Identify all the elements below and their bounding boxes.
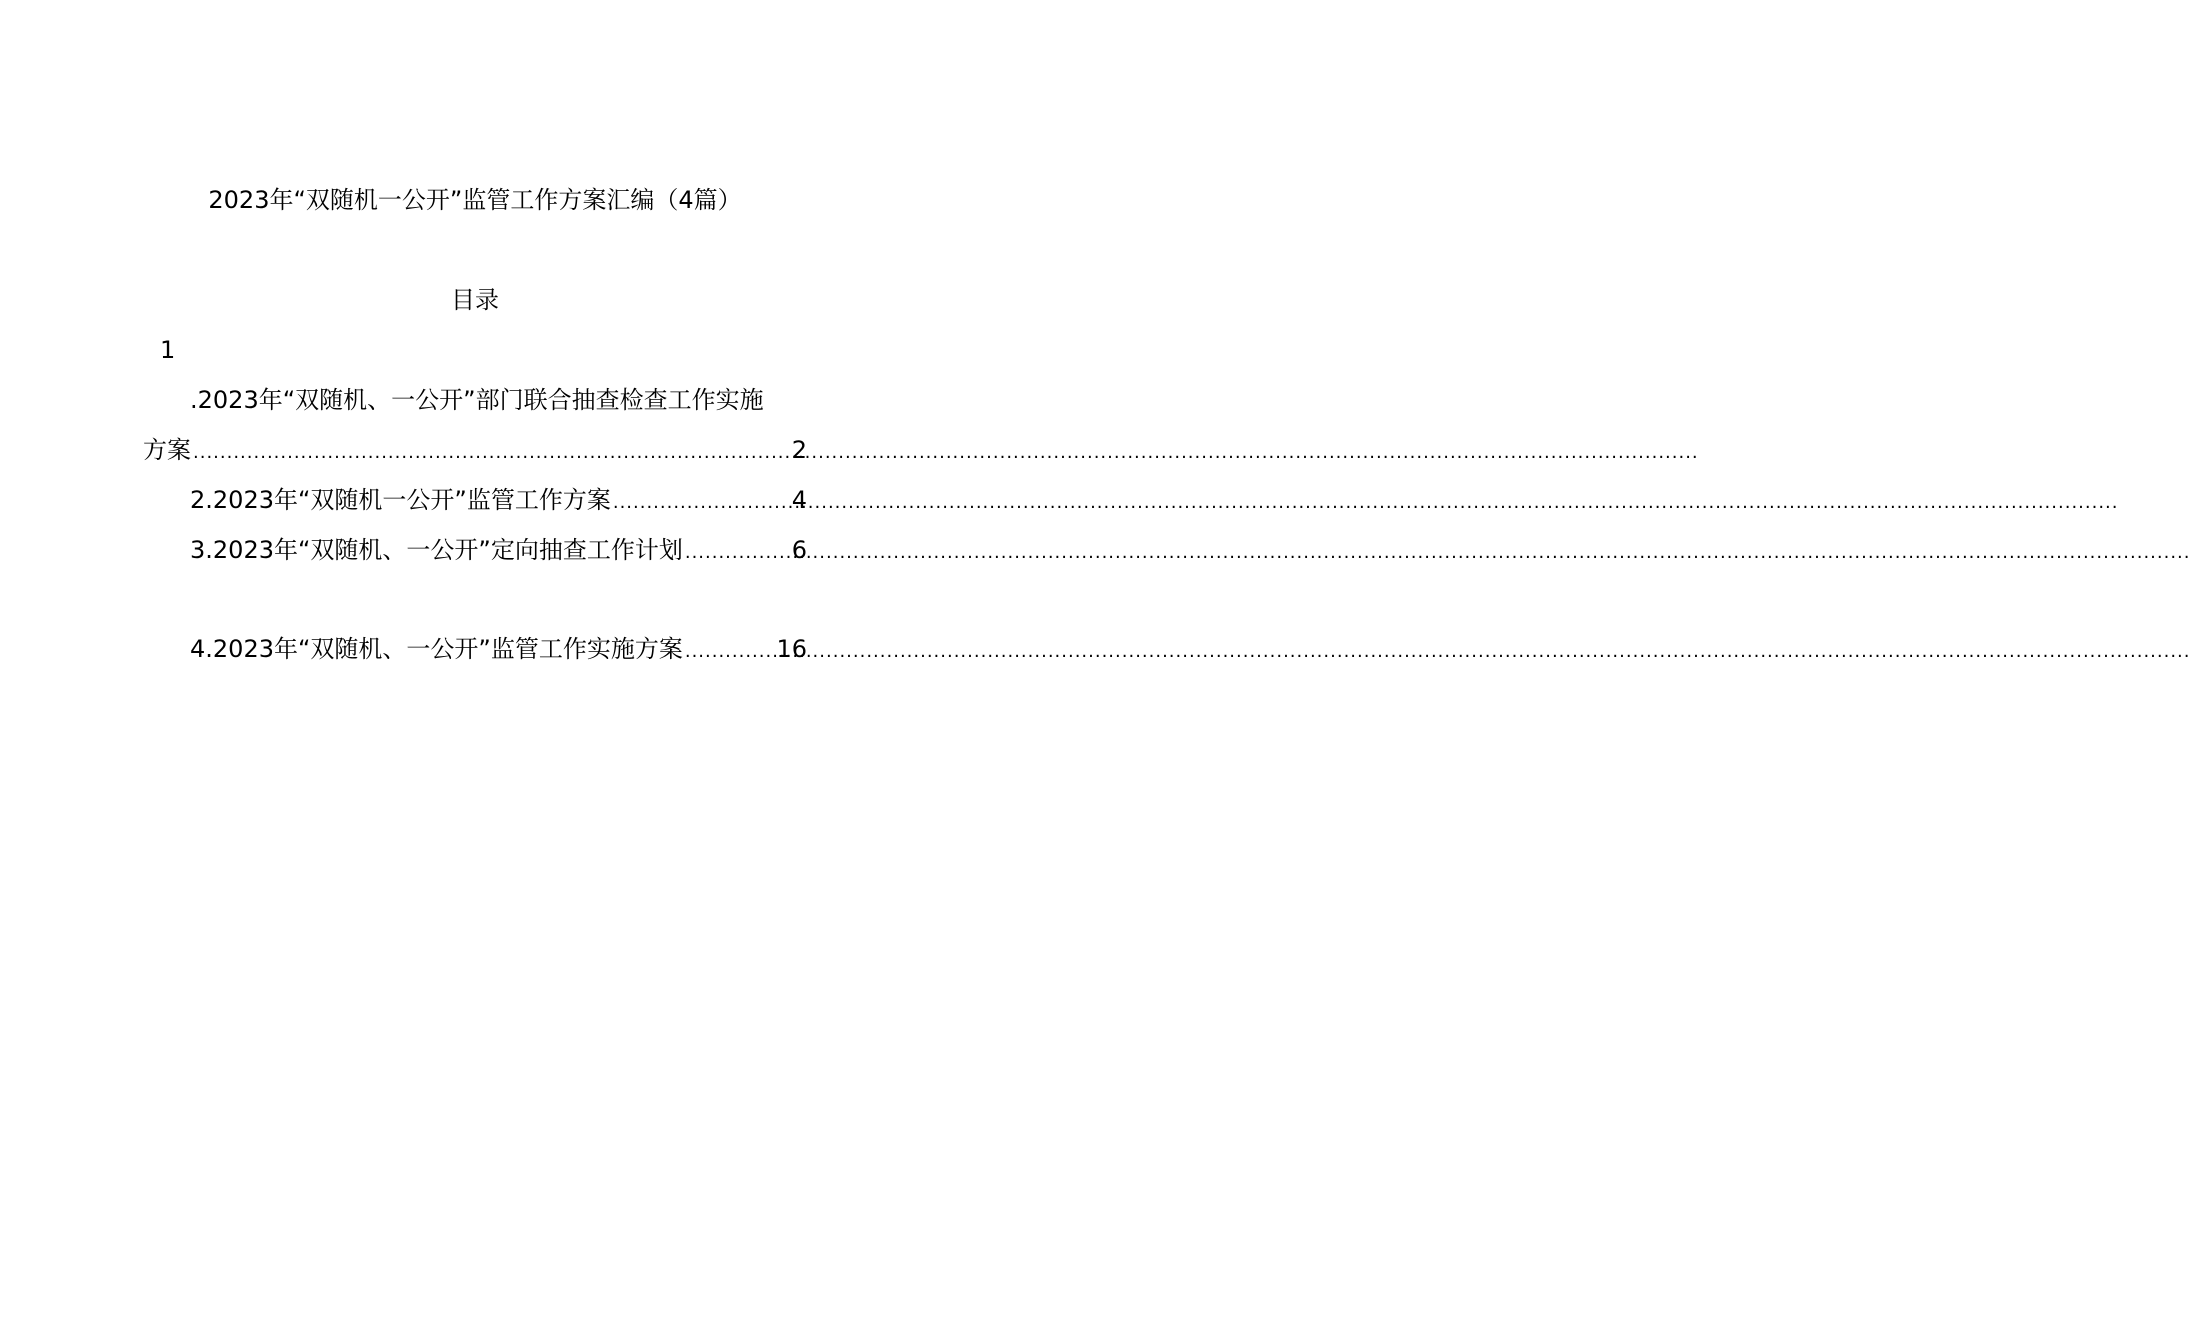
stray-number: 1 [160,336,176,364]
dot-leader [683,635,777,669]
toc-entry-page-number: 4 [791,486,807,514]
toc-entry-label: 3.2023年“双随机、一公开”定向抽查工作计划 [190,536,683,564]
toc-entry-page-number: 6 [791,536,807,564]
toc-entry-label: 方案 [143,436,191,464]
toc-heading: 目录 [451,286,499,314]
toc-entry-1-line-1[interactable]: .2023年“双随机、一公开”部门联合抽查检查工作实施 [190,386,764,414]
toc-entry-label: 4.2023年“双随机、一公开”监管工作实施方案 [190,635,683,663]
dot-leader [611,486,792,520]
toc-entry-page-number: 2 [791,436,807,464]
toc-entry-label: 2.2023年“双随机一公开”监管工作方案 [190,486,611,514]
toc-entry-1-line-2[interactable] [143,433,807,467]
dot-leader [683,536,792,570]
toc-entry-2[interactable] [190,483,807,517]
toc-entry-page-number: 16 [776,635,807,663]
document-title: 2023年“双随机一公开”监管工作方案汇编（4篇） [208,186,742,214]
dot-leader [191,436,792,470]
toc-entry-3[interactable] [190,533,807,567]
document-page [0,0,950,1344]
toc-entry-4[interactable] [190,632,807,666]
